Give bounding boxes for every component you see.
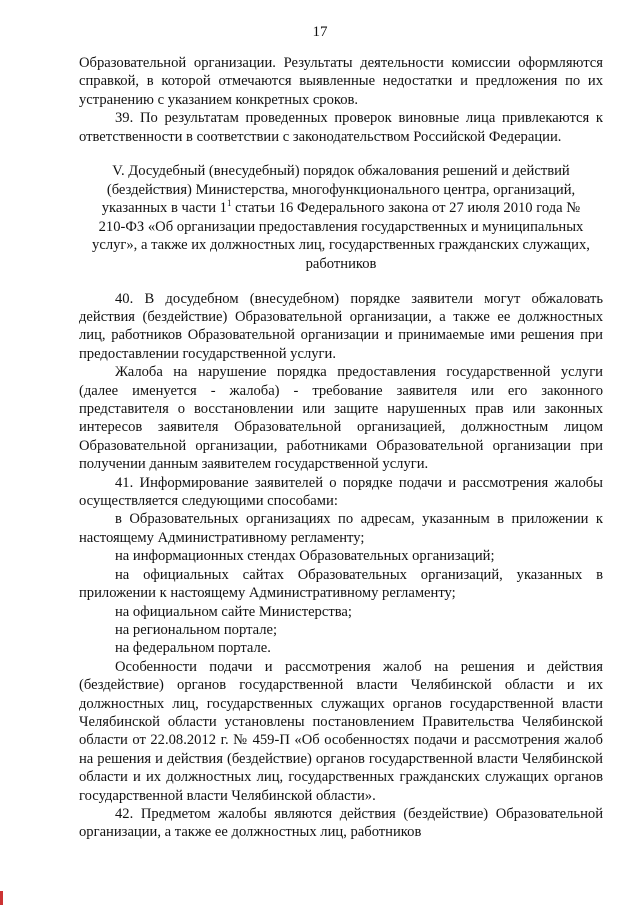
section-heading-part1: V. Досудебный (внесудебный) порядок обжалования решений и действий (бездействия) Министерства, многофункционального центра, организаций, указанных в части 1: [101, 163, 576, 217]
section-heading-superscript: 1: [226, 198, 232, 209]
document-body: [79, 54, 603, 842]
paragraph-complaint-definition: Жалоба на нарушение порядка предоставления государственной услуги (далее именуется - жалоба) - требование заявителя или его законного представителя о восстановлении или защите нарушенных прав или законных интересов заявителя Образовательной организацией, должностным лицом Образовательной организации, работниками Образовательной организации при получении данным заявителем государственной услуги.: [79, 364, 603, 473]
list-item-41-a: в Образовательных организациях по адресам, указанным в приложении к настоящему Административному регламенту;: [79, 511, 603, 546]
list-item-41-c: на официальных сайтах Образовательных организаций, указанных в приложении к настоящему Административному регламенту;: [79, 566, 603, 602]
scan-edge-mark: [0, 891, 3, 905]
section-heading: [87, 162, 595, 274]
paragraph-40: 40. В досудебном (внесудебном) порядке заявители могут обжаловать действия (бездействие) Образовательной организации, а также ее должностных лиц, работников Образовательной организации и принимаемые ими решения при предоставлении государственной услуги.: [79, 290, 603, 362]
paragraph-39: 39. По результатам проведенных проверок виновные лица привлекаются к ответственности в соответствии с законодательством Российской Федерации.: [79, 110, 603, 145]
list-item-41-d: на официальном сайте Министерства;: [115, 603, 352, 620]
paragraph-42: 42. Предметом жалобы являются действия (бездействие) Образовательной организации, а также ее должностных лиц, работников: [79, 805, 603, 841]
paragraph-features: Особенности подачи и рассмотрения жалоб на решения и действия (бездействие) органов государственной власти Челябинской области и их должностных лиц, государственных служащих органов государственной власти Челябинской области установлены постановлением Правительства Челябинской области от 22.08.2012 г. № 459-П «Об особенностях подачи и рассмотрения жалоб на решения и действия (бездействие) органов государственной власти Челябинской области и их должностных лиц, государственных гражданских служащих органов государственной власти Челябинской области».: [79, 658, 603, 804]
paragraph-continuation: Образовательной организации. Результаты деятельности комиссии оформляются справкой, в которой отмечаются выявленные недостатки и предложения по их устранению с указанием конкретных сроков.: [79, 55, 603, 108]
section-heading-part2: статьи 16 Федерального закона от 27 июля 2010 года № 210-ФЗ «Об организации предоставления государственных и муниципальных услуг», а также их должностных лиц, государственных гражданских служащих, работников: [92, 200, 590, 272]
page-number: 17: [312, 24, 328, 40]
list-item-41-e: на региональном портале;: [115, 621, 278, 638]
list-item-41-f: на федеральном портале.: [115, 640, 271, 657]
list-item-41-b: на информационных стендах Образовательных организаций;: [115, 548, 495, 565]
paragraph-41: 41. Информирование заявителей о порядке подачи и рассмотрения жалобы осуществляется следующими способами:: [79, 474, 603, 510]
